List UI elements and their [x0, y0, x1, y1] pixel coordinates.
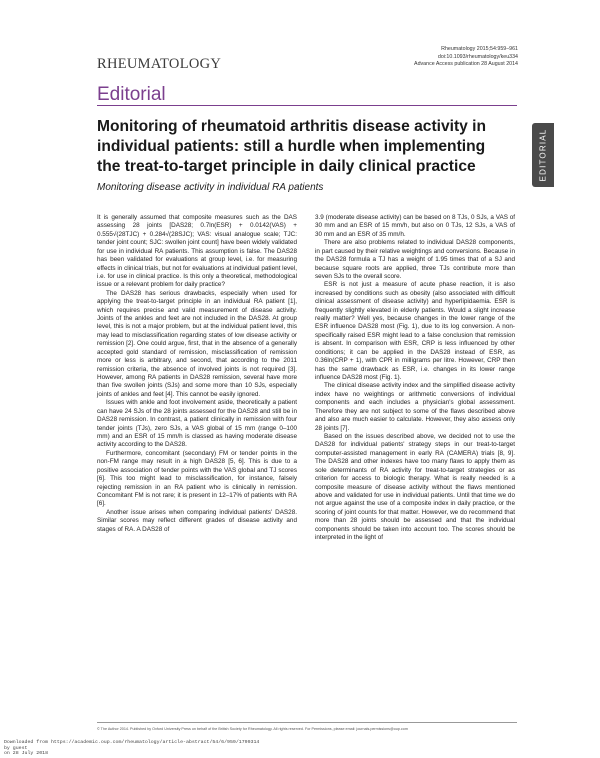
- body-column-right: [315, 214, 515, 542]
- paragraph: 3.9 (moderate disease activity) can be based on 8 TJs, 0 SJs, a VAS of 30 mm and an ESR of 15 mm/h, but also on 0 TJs, 12 SJs, a VAS of 30 mm and an ESR of 35 mm/h.: [315, 214, 515, 238]
- paragraph: Based on the issues described above, we decided not to use the DAS28 for individual patients' strategy steps in our treat-to-target computer-assisted management in early RA (CAMERA) trials [8, 9]. The DAS28 and other indexes have too many flaws to apply them as sole determinants of RA activity for treat-to-target strategies or as criterion for access to biologic therapy. What is really needed is a composite measure of disease activity without the flaws mentioned above and validated for use in individual patients. Until that time we do not argue against the use of a composite index in daily practice, or the scoring of joint counts for that matter. However, we do recommend that more than 28 joints should be assessed and that the individual components should be taken into account too. The scores should be interpreted in the light of: [315, 432, 515, 542]
- download-source: Downloaded from https://academic.oup.com/rheumatology/article-abstract/54/6/959/1799314: [4, 740, 260, 745]
- article-subtitle: Monitoring disease activity in individual RA patients: [97, 182, 324, 193]
- article-title: Monitoring of rheumatoid arthritis disease activity in individual patients: still a hurdle when implementing the treat-to-target principle in daily clinical practice: [97, 118, 487, 175]
- paragraph: The clinical disease activity index and the simplified disease activity index have no weightings or arithmetic conversions of individual components and each includes a physician's global assessment. Therefore they are not subject to some of the flaws described above and also are much easier to calculate. However, they also assess only 28 joints [7].: [315, 382, 515, 432]
- copyright-notice: © The Author 2014. Published by Oxford University Press on behalf of the British Society for Rheumatology. All rights reserved. For Permissions, please email: journals.permissions@oup.com: [97, 727, 408, 731]
- paragraph: The DAS28 has serious drawbacks, especially when used for applying the treat-to-target principle in an individual RA patient [1], which requires precise and valid measurement of disease activity. Joints of the ankles and feet are not included in the DAS28. At group level, this is not a major problem, but at the individual patient level, this may lead to misclassification regarding states of low disease activity or remission [2]. One could argue, first, that in the absence of a generally accepted gold standard of remission, misclassification of remission more or less is arbitrary, and second, that according to the 2011 remission criteria, the absence of involved joints is not required [3]. However, among RA patients in DAS28 remission, several have more than five swollen joints (SJs) and some more than 10 SJs, especially joints of ankles and feet [4]. This cannot be easily ignored.: [97, 289, 297, 398]
- paragraph: There are also problems related to individual DAS28 components, in part caused by their relative weightings and conversions. Because in the DAS28 formula a TJ has a weight of 1.95 times that of a SJ and because square roots are applied, three TJs contribute more than seven SJs to the overall score.: [315, 239, 515, 280]
- citation-volume: Rheumatology 2015;54:959–961: [441, 46, 518, 52]
- section-heading: Editorial: [97, 84, 166, 105]
- body-column-left: [97, 214, 297, 534]
- download-watermark: [4, 740, 259, 757]
- footer-divider: [97, 722, 517, 723]
- paragraph: Furthermore, concomitant (secondary) FM or tender points in the non-FM range may result in a high DAS28 [5, 6]. This is due to a positive association of tender points with the VAS global and TJ scores [6]. This too might lead to misclassification, for instance, falsely rejecting remission in an RA patient who is clinically in remission. Concomitant FM is not rare; it is present in 12–17% of patients with RA [6].: [97, 449, 297, 508]
- paragraph: ESR is not just a measure of acute phase reaction, it is also increased by conditions such as obesity (also associated with difficult clinical assessment of disease activity) and hyperlipidaemia. ESR is frequently slightly elevated in elderly patients. Would a slight increase really matter? Well yes, because changes in the lower range of the ESR influence DAS28 most (Fig. 1), due to its log conversion. A non-specifically raised ESR might lead to a false conclusion that remission is absent. In comparison with ESR, CRP is less influenced by other conditions; it can be applied in the DAS28 instead of ESR, as 0.36ln(CRP + 1), with CPR in milligrams per litre. However, CRP then has the same drawback as ESR, i.e. changes in its lower range influence DAS28 most (Fig. 1).: [315, 281, 515, 382]
- citation-doi[interactable]: doi:10.1093/rheumatology/keu334: [437, 53, 518, 60]
- section-side-tab: [532, 123, 554, 187]
- journal-name: RHEUMATOLOGY: [97, 56, 222, 72]
- download-date: on 28 July 2018: [4, 751, 49, 757]
- section-divider: [97, 105, 517, 106]
- paragraph: Issues with ankle and foot involvement aside, theoretically a patient can have 24 SJs of the 28 joints assessed for the DAS28 and still be in DAS28 remission. In contrast, a patient clinically in remission with four tender joints (TJs), zero SJs, a VAS global of 15 mm (range 0–100 mm) and an ESR of 15 mm/h is classed as having moderate disease activity according to the DAS28.: [97, 399, 297, 449]
- citation-advance-access: Advance Access publication 28 August 2014: [414, 61, 518, 68]
- download-user: by guest: [4, 745, 28, 751]
- article-citation: [414, 46, 518, 69]
- side-tab-label: EDITORIAL: [538, 128, 548, 182]
- paragraph: It is generally assumed that composite measures such as the DAS assessing 28 joints [DAS28; 0.7ln(ESR) + 0.0142(VAS) + 0.555√(28TJC) + 0.284√(28SJC); VAS: visual analogue scale; TJC: tender joint count; SJC: swollen joint count] have been widely validated for use in individual RA patients. This assumption is false. The DAS28 has been validated for evaluations at group level, i.e. for measuring effects in clinical trials, but not for evaluations at individual patient level, i.e. for use in clinical practice. Is this only a theoretical, methodological issue or a relevant problem for daily practice?: [97, 214, 297, 289]
- paragraph: Another issue arises when comparing individual patients' DAS28. Similar scores may reflect different grades of disease activity and stages of RA. A DAS28 of: [97, 508, 297, 533]
